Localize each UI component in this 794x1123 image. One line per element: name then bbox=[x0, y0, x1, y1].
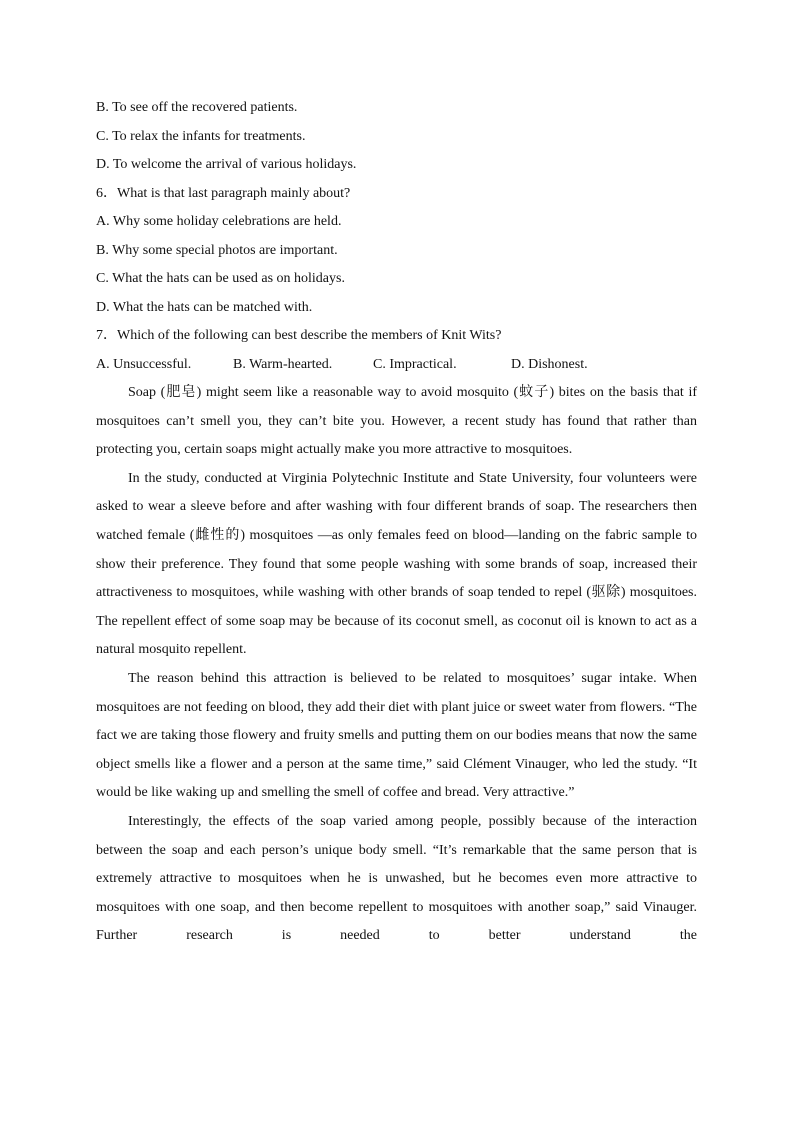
passage-paragraph-3: The reason behind this attraction is believed to be related to mosquitoes’ sugar intake. When mosquitoes are not feeding on blood, they add their diet with plant juice or sweet water from flowers. “The fact we are taking those flowery and fruity smells and putting them on our bodies means that now the same object smells like a flower and a person at the same time,” said Clément Vinauger, who led the study. “It would be like waking up and smelling the smell of coffee and bread. Very attractive.” bbox=[96, 670, 697, 801]
q6-option-a: A. Why some holiday celebrations are held. bbox=[96, 214, 342, 229]
document-page bbox=[96, 94, 697, 951]
q5-option-d: D. To welcome the arrival of various holidays. bbox=[96, 157, 357, 172]
q7-question: 7．Which of the following can best describe the members of Knit Wits? bbox=[96, 328, 502, 343]
q7-option-b: B. Warm-hearted. bbox=[233, 356, 333, 372]
q6-option-d: D. What the hats can be matched with. bbox=[96, 299, 313, 315]
passage-paragraph-1: Soap (肥皂) might seem like a reasonable way to avoid mosquito (蚊子) bites on the basis that if mosquitoes can’t smell you, they can’t bite you. However, a recent study has found that rather than protecting you, certain soaps might actually make you more attractive to mosquitoes. bbox=[96, 385, 697, 458]
q5-option-b: B. To see off the recovered patients. bbox=[96, 100, 298, 115]
q6-option-c: C. What the hats can be used as on holidays. bbox=[96, 271, 345, 286]
q6-question: 6．What is that last paragraph mainly about? bbox=[96, 185, 351, 201]
q7-option-a: A. Unsuccessful. bbox=[96, 356, 192, 372]
passage-paragraph-2: In the study, conducted at Virginia Polytechnic Institute and State University, four volunteers were asked to wear a sleeve before and after washing with four different brands of soap. The researchers then watched female (雌性的) mosquitoes —as only females feed on blood—landing on the fabric sample to show their preference. They found that some people washing with some brands of soap, increased their attractiveness to mosquitoes, while washing with other brands of soap tended to repel (驱除) mosquitoes. The repellent effect of some soap may be because of its coconut smell, as coconut oil is known to act as a natural mosquito repellent. bbox=[96, 470, 697, 658]
q7-option-c: C. Impractical. bbox=[373, 356, 457, 372]
q6-option-b: B. Why some special photos are important. bbox=[96, 242, 338, 258]
passage-paragraph-4: Interestingly, the effects of the soap varied among people, possibly because of the interaction between the soap and each person’s unique body smell. “It’s remarkable that the same person that is extremely attractive to mosquitoes when he is unwashed, but he becomes even more attractive to mosquitoes with one soap, and then become repellent to mosquitoes with another soap,” said Vinauger. Further research is needed to better understand the bbox=[96, 813, 697, 944]
q7-options bbox=[96, 351, 697, 380]
q5-option-c: C. To relax the infants for treatments. bbox=[96, 128, 306, 144]
q7-option-d: D. Dishonest. bbox=[511, 356, 588, 372]
